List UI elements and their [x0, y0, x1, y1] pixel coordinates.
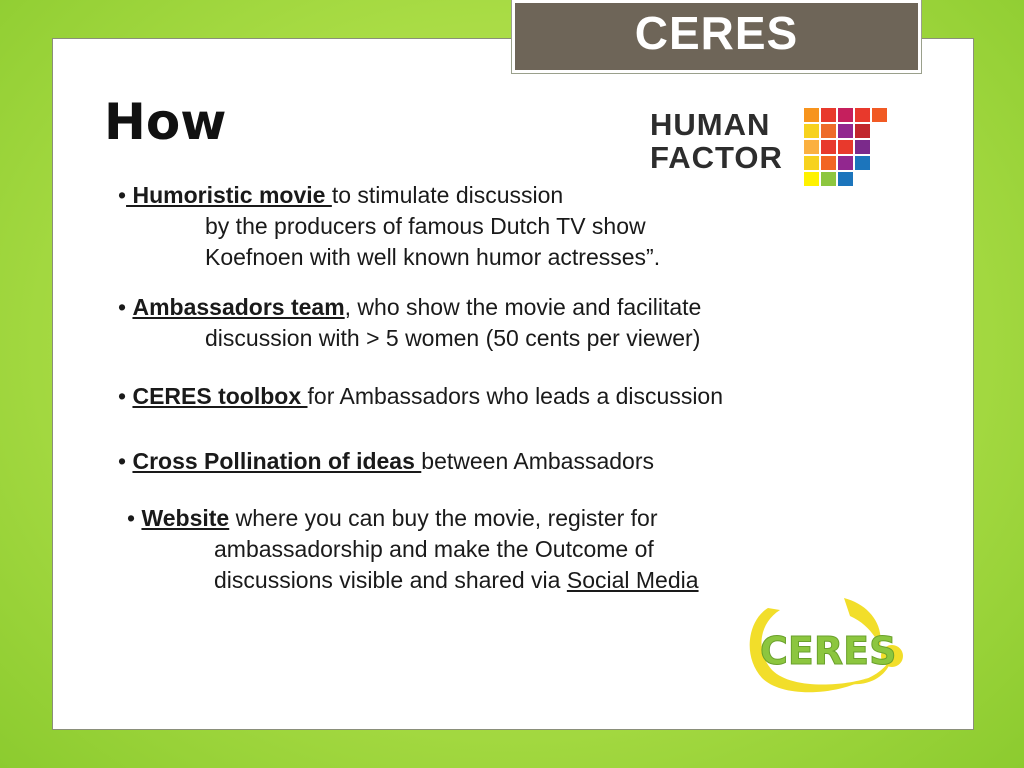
bullet-line [127, 503, 699, 534]
human-factor-logo-mark [804, 108, 916, 190]
bullet-continuation-text: discussions visible and shared via [214, 567, 567, 593]
human-factor-logo-line1: HUMAN [650, 107, 771, 142]
bullet-continuation [127, 565, 699, 596]
bullet-line [118, 180, 660, 211]
bullet-keyword: Website [141, 505, 230, 531]
bullet-keyword: CERES toolbox [132, 383, 308, 409]
bullet-text: to stimulate discussion [331, 182, 564, 208]
human-factor-logo-line2: FACTOR [650, 140, 783, 175]
bullet-ceres-toolbox [118, 381, 723, 412]
bullet-continuation: ambassadorship and make the Outcome of [214, 536, 654, 562]
bullet-keyword: Humoristic movie [126, 182, 332, 208]
bullet-dot: • [127, 505, 142, 531]
bullet-continuation: by the producers of famous Dutch TV show [205, 213, 646, 239]
human-factor-logo-text [650, 108, 783, 174]
bullet-dot: • [118, 182, 127, 208]
bullet-text: where you can buy the movie, register for [229, 505, 658, 531]
human-factor-logo [650, 108, 915, 190]
bullet-line [118, 381, 723, 412]
bullet-ambassadors-team [118, 292, 701, 354]
bullet-keyword: Cross Pollination of ideas [132, 448, 422, 474]
bullet-keyword: Ambassadors team [132, 294, 345, 320]
slide-title-tab: CERES [515, 3, 918, 70]
bullet-text: , who show the movie and facilitate [344, 294, 702, 320]
ceres-logo-text: CERES [760, 629, 897, 673]
bullet-line [118, 292, 701, 323]
bullet-line [118, 446, 654, 477]
bullet-text: between Ambassadors [421, 448, 654, 474]
bullet-humoristic-movie [118, 180, 660, 273]
bullet-website [127, 503, 699, 596]
bullet-cross-pollination [118, 446, 654, 477]
bullet-continuation: discussion with > 5 women (50 cents per viewer) [205, 325, 701, 351]
bullet-dot: • [118, 448, 133, 474]
bullet-dot: • [118, 294, 133, 320]
title-tab [511, 0, 922, 74]
ceres-logo [740, 594, 910, 694]
bullet-text: for Ambassadors who leads a discussion [307, 383, 724, 409]
social-media-link[interactable]: Social Media [566, 567, 699, 593]
bullet-dot: • [118, 383, 133, 409]
slide-heading: How [104, 93, 227, 151]
bullet-continuation: Koefnoen with well known humor actresses”. [205, 244, 661, 270]
